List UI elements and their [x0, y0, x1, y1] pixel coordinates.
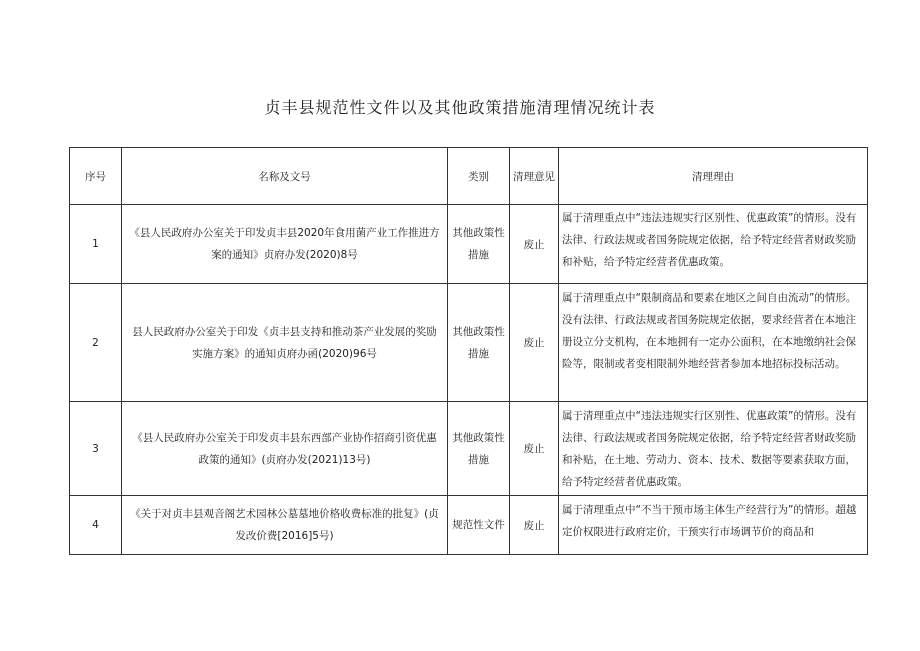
row-opinion: 废止	[510, 496, 559, 555]
row-num: 2	[70, 284, 122, 402]
header-category: 类别	[448, 148, 510, 205]
row-category: 其他政策性措施	[448, 402, 510, 496]
row-name: 《关于对贞丰县观音阁艺术园林公墓墓地价格收费标准的批复》(贞发改价费[2016]5号)	[122, 496, 448, 555]
table-row	[70, 284, 868, 402]
row-opinion: 废止	[510, 284, 559, 402]
table-header-row	[70, 148, 868, 205]
row-name: 《县人民政府办公室关于印发贞丰县东西部产业协作招商引资优惠政策的通知》(贞府办发(2021)13号)	[122, 402, 448, 496]
header-reason: 清理理由	[559, 148, 868, 205]
row-reason: 属于清理重点中“违法违规实行区别性、优惠政策”的情形。没有法律、行政法规或者国务院规定依据，给予特定经营者财政奖励和补贴，在土地、劳动力、资本、技术、数据等要素获取方面，给予特定经营者优惠政策。	[559, 402, 868, 496]
row-reason: 属于清理重点中“违法违规实行区别性、优惠政策”的情形。没有法律、行政法规或者国务院规定依据，给予特定经营者财政奖励和补贴，给予特定经营者优惠政策。	[559, 205, 868, 284]
table-row	[70, 402, 868, 496]
header-opinion: 清理意见	[510, 148, 559, 205]
row-category: 其他政策性措施	[448, 284, 510, 402]
cleanup-table	[69, 147, 868, 555]
row-category: 其他政策性措施	[448, 205, 510, 284]
row-opinion: 废止	[510, 205, 559, 284]
row-num: 3	[70, 402, 122, 496]
row-opinion: 废止	[510, 402, 559, 496]
row-reason: 属于清理重点中“不当干预市场主体生产经营行为”的情形。超越定价权限进行政府定价，干预实行市场调节价的商品和	[559, 496, 868, 555]
header-name: 名称及文号	[122, 148, 448, 205]
row-name: 县人民政府办公室关于印发《贞丰县支持和推动茶产业发展的奖励实施方案》的通知贞府办函(2020)96号	[122, 284, 448, 402]
page-title: 贞丰县规范性文件以及其他政策措施清理情况统计表	[264, 98, 656, 117]
row-name: 《县人民政府办公室关于印发贞丰县2020年食用菌产业工作推进方案的通知》贞府办发(2020)8号	[122, 205, 448, 284]
row-category: 规范性文件	[448, 496, 510, 555]
header-num: 序号	[70, 148, 122, 205]
table-row	[70, 496, 868, 555]
table-row	[70, 205, 868, 284]
row-num: 4	[70, 496, 122, 555]
row-num: 1	[70, 205, 122, 284]
row-reason: 属于清理重点中“限制商品和要素在地区之间自由流动”的情形。没有法律、行政法规或者国务院规定依据，要求经营者在本地注册设立分支机构，在本地拥有一定办公面积，在本地缴纳社会保险等，限制或者变相限制外地经营者参加本地招标投标活动。	[559, 284, 868, 402]
